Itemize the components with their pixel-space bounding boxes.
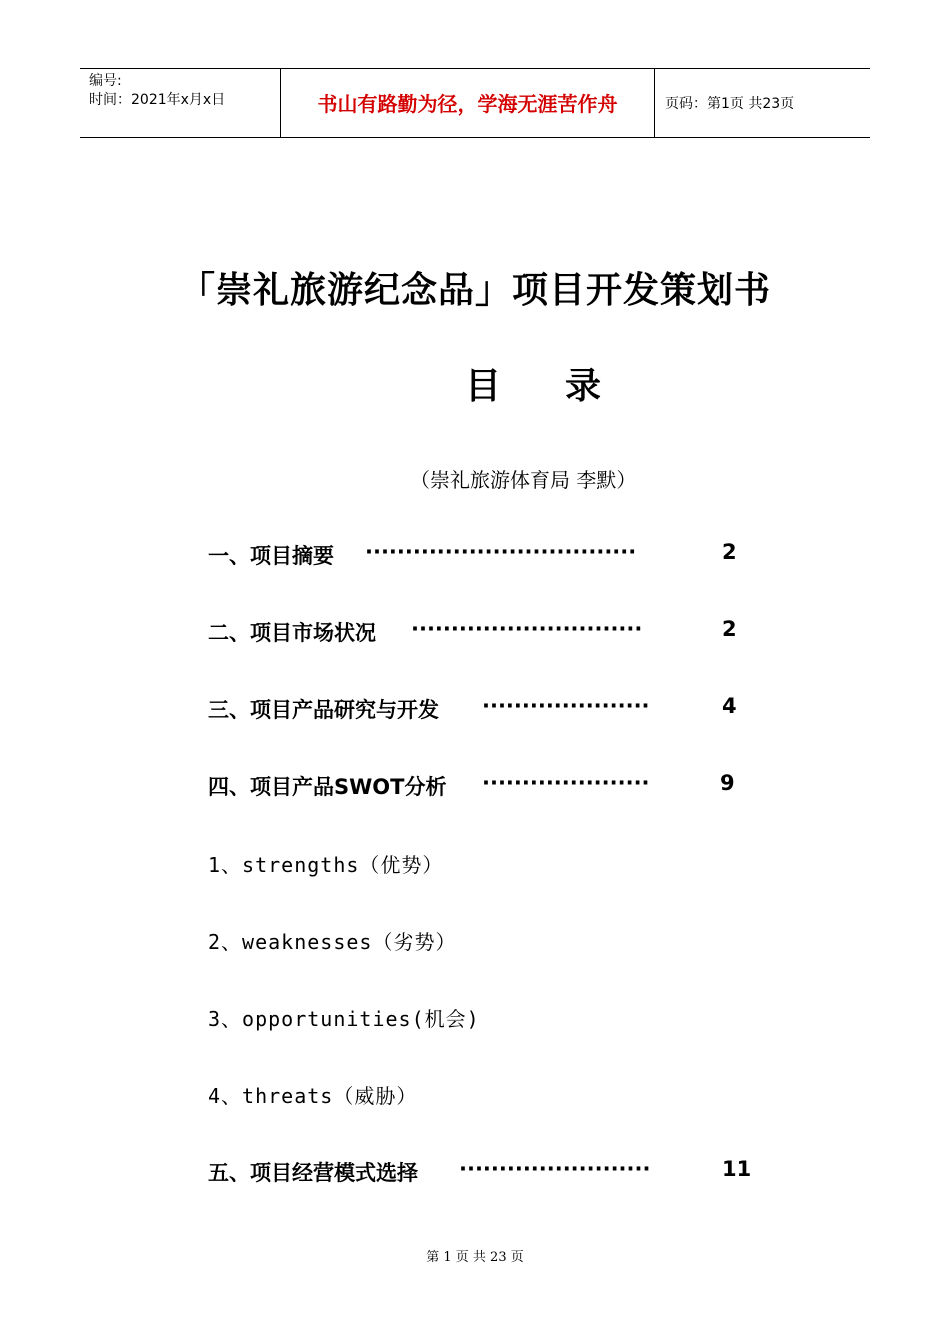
toc-entry[interactable] <box>208 694 737 724</box>
toc-subentry[interactable]: 1、strengths（优势） <box>208 853 444 877</box>
toc-leader-dots: ························ <box>459 1157 651 1181</box>
page-footer: 第 1 页 共 23 页 <box>426 1250 524 1265</box>
toc-subentry[interactable]: 3、opportunities(机会) <box>208 1007 480 1031</box>
toc-entry-label: 一、项目摘要 <box>208 544 334 568</box>
header-meta <box>80 69 281 137</box>
toc-entry-page: 2 <box>722 617 737 641</box>
toc-entry-label: 二、项目市场状况 <box>208 621 376 645</box>
toc-heading <box>465 358 601 409</box>
toc-entry-page: 11 <box>722 1157 752 1181</box>
toc-entry-label: 四、项目产品SWOT分析 <box>208 775 447 799</box>
toc-entry-page: 4 <box>722 694 737 718</box>
header-motto: 书山有路勤为径，学海无涯苦作舟 <box>281 69 655 137</box>
toc-entry-page: 2 <box>722 540 737 564</box>
toc-entry-page: 9 <box>720 771 735 795</box>
toc-subentry[interactable]: 4、threats（威胁） <box>208 1084 418 1108</box>
page-header <box>80 68 870 138</box>
toc-subentry[interactable]: 2、weaknesses（劣势） <box>208 930 457 954</box>
document-title: 「崇礼旅游纪念品」项目开发策划书 <box>178 270 771 311</box>
toc-leader-dots: ····················· <box>482 771 650 795</box>
author-line: （崇礼旅游体育局 李默） <box>410 468 637 492</box>
time-label: 时间：2021年x月x日 <box>89 92 226 108</box>
toc-entry[interactable] <box>208 1157 752 1187</box>
toc-entry[interactable] <box>208 617 737 647</box>
toc-entry-label: 三、项目产品研究与开发 <box>208 698 439 722</box>
header-page-info: 页码：第1页 共23页 <box>665 96 795 112</box>
number-label: 编号: <box>89 73 122 89</box>
toc-entry[interactable] <box>208 771 735 801</box>
toc-entry[interactable] <box>208 540 737 570</box>
toc-leader-dots: ····························· <box>411 617 643 641</box>
toc-heading-char-2: 录 <box>565 366 602 407</box>
toc-heading-char-1: 目 <box>465 366 502 407</box>
toc-leader-dots: ·································· <box>365 540 637 564</box>
toc-entry-label: 五、项目经营模式选择 <box>208 1161 418 1185</box>
toc-leader-dots: ····················· <box>482 694 650 718</box>
